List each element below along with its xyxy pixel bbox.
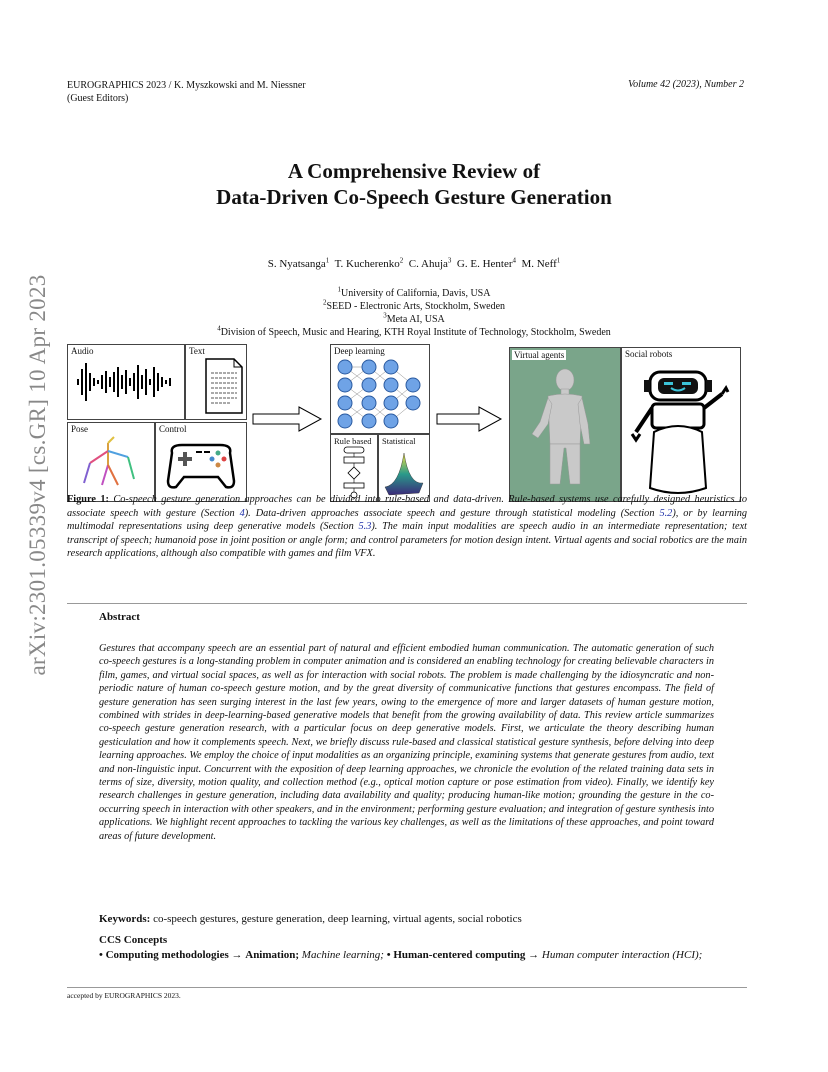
title-line-2: Data-Driven Co-Speech Gesture Generation: [216, 185, 612, 209]
waveform-icon: [68, 345, 184, 419]
section-link[interactable]: 4: [239, 507, 245, 519]
ccs-concepts: • Computing methodologies → Animation; Machine learning; • Human-centered computing → Human computer interaction (HCI);: [99, 949, 703, 961]
affiliation-list: [0, 287, 828, 339]
arxiv-stamp: [18, 274, 58, 676]
control-label: Control: [159, 424, 187, 434]
control-panel: [155, 422, 247, 502]
virtual-agents-label: Virtual agents: [514, 350, 565, 360]
virtual-agents-panel: [509, 347, 621, 502]
running-header: [67, 79, 306, 105]
deep-learning-label: Deep learning: [334, 346, 385, 356]
neural-network-icon: [331, 345, 429, 433]
affiliation: $^2$SEED - Electronic Arts, Stockholm, Sweden: [322, 298, 506, 312]
author: S. Nyatsanga$^1$: [267, 256, 330, 270]
virtual-agent-icon: [510, 348, 620, 501]
title-line-1: A Comprehensive Review of: [287, 159, 541, 183]
header-editors: (Guest Editors): [67, 93, 129, 104]
pose-label: Pose: [71, 424, 89, 434]
header-volume: Volume 42 (2023), Number 2: [628, 79, 744, 90]
social-robots-panel: [621, 347, 741, 502]
pose-skeleton-icon: [68, 423, 154, 501]
caption-label: Figure 1:: [67, 494, 109, 505]
arrow-right-icon: [249, 404, 327, 434]
paper-title: [0, 158, 828, 210]
text-panel: [185, 344, 247, 420]
footer-note: accepted by EUROGRAPHICS 2023.: [67, 991, 181, 1000]
social-robot-icon: [622, 348, 740, 501]
abstract-body: Gestures that accompany speech are an essential part of natural and efficient embodied human communication. The automatic generation of such co-speech gestures is a long-standing problem in computer animation and is considered an enabling technology for creating believable characters in film, games, and virtual social spaces, as well as for interaction with social robots. The problem is made challenging by the idiosyncratic and non-periodic nature of human co-speech gesture motion, and by the great diversity of communicative functions that gestures encompass. The field of gesture generation has seen surging interest in the last few years, owing to the emergence of more and larger datasets of human gesture motion, combined with strides in deep-learning-based generative models that benefit from the growing availability of data. This review article summarizes co-speech gesture generation research, with a particular focus on deep generative models. First, we articulate the theory describing human gesticulation and how it complements speech. Next, we briefly discuss rule-based and classical statistical gesture synthesis, before delving into deep learning approaches. We employ the choice of input modalities as an organizing principle, examining systems that generate gestures from audio, text and non-linguistic input. Concurrent with the exposition of deep learning approaches, we chronicle the evolution of the related training data sets in terms of size, diversity, motion quality, and collection method (e.g., optical motion capture or pose estimation from video). Finally, we identify key research challenges in gesture generation, including data availability and quality; producing human-like motion; grounding the gesture in the co-occurring speech in interaction with other speakers, and in the environment; performing gesture evaluation; and integration of gesture synthesis into applications. We highlight recent approaches to tackling the various key challenges, as well as the limitations of these approaches, and point toward areas of future development.: [99, 643, 714, 842]
header-venue: EUROGRAPHICS 2023 / K. Myszkowski and M. Niessner: [67, 80, 306, 91]
pose-panel: [67, 422, 155, 502]
figure-caption: Figure 1: Co-speech gesture generation approaches can be divided into rule-based and data-driven. Rule-based systems use carefully designed heuristics to associate speech with gesture (Section 4). Data-driven approaches associate speech and gesture through statistical modeling (Section 5.2), or by learning multimodal representations using deep generative models (Section 5.3). The main input modalities are speech audio in an intermediate representation; text transcript of speech; humanoid pose in joint position or angle form; and control parameters for motion design intent. Virtual agents and social robotics are the main research applications, although also compatible with games and film VFX.: [67, 494, 748, 559]
deep-learning-panel: [330, 344, 430, 434]
figure-1: [67, 344, 747, 502]
divider: [67, 603, 747, 604]
keywords-text: co-speech gestures, gesture generation, deep learning, virtual agents, social robotics: [150, 913, 522, 925]
section-link[interactable]: 5.3: [358, 521, 372, 532]
audio-label: Audio: [71, 346, 94, 356]
keywords-label: Keywords:: [99, 913, 151, 925]
author: M. Neff$^1$: [521, 256, 561, 270]
section-link[interactable]: 5.2: [659, 507, 673, 519]
affiliation: $^4$Division of Speech, Music and Hearing, KTH Royal Institute of Technology, Stockholm, Sweden: [217, 324, 611, 338]
statistical-label: Statistical: [382, 436, 416, 446]
author: G. E. Henter$^4$: [456, 256, 516, 270]
author-list: [0, 258, 828, 270]
statistical-panel: [378, 434, 430, 502]
author: C. Ahuja$^3$: [408, 256, 452, 270]
audio-panel: [67, 344, 185, 420]
rule-based-label: Rule based: [334, 436, 372, 446]
affiliation: $^3$Meta AI, USA: [383, 311, 445, 325]
keywords: [99, 913, 729, 925]
social-robots-label: Social robots: [625, 349, 673, 359]
arxiv-stamp-text: arXiv:2301.05339v4 [cs.GR] 10 Apr 2023: [25, 274, 50, 676]
text-label: Text: [189, 346, 205, 356]
abstract-heading: Abstract: [99, 611, 140, 623]
footer-divider: [67, 987, 747, 988]
ccs-heading: CCS Concepts: [99, 934, 168, 946]
rule-based-panel: [330, 434, 378, 502]
affiliation: $^1$University of California, Davis, USA: [337, 285, 491, 299]
document-icon: [186, 345, 246, 419]
arrow-right-icon: [433, 404, 507, 434]
gamepad-icon: [156, 423, 246, 501]
author: T. Kucherenko$^2$: [334, 256, 404, 270]
